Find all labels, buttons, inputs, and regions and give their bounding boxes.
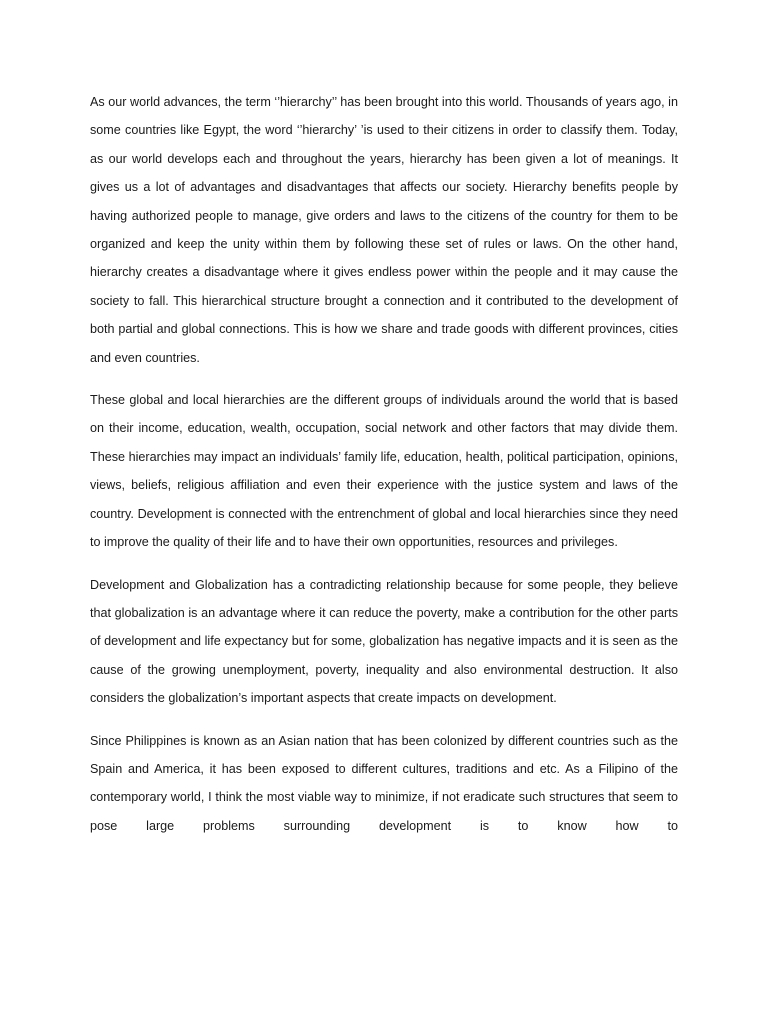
document-body — [90, 88, 678, 854]
paragraph-global-local-hierarchies: These global and local hierarchies are the different groups of individuals around the world that is based on their income, education, wealth, occupation, social network and other factors that may divide them. These hierarchies may impact an individuals’ family life, education, health, political participation, opinions, views, beliefs, religious affiliation and even their experience with the justice system and laws of the country. Development is connected with the entrenchment of global and local hierarchies since they need to improve the quality of their life and to have their own opportunities, resources and privileges. — [90, 393, 678, 550]
paragraph-development-globalization: Development and Globalization has a contradicting relationship because for some people, they believe that globalization is an advantage where it can reduce the poverty, make a contribution for the other parts of development and life expectancy but for some, globalization has negative impacts and it is seen as the cause of the growing unemployment, poverty, inequality and also environmental destruction. It also considers the globalization’s important aspects that create impacts on development. — [90, 577, 678, 706]
paragraph-hierarchy-intro: As our world advances, the term ‘’hierarchy’’ has been brought into this world. Thousands of years ago, in some countries like Egypt, the word ‘’hierarchy’ ’is used to their citizens in order to classify them. Today, as our world develops each and throughout the years, hierarchy has been given a lot of meanings. It gives us a lot of advantages and disadvantages that affects our society. Hierarchy benefits people by having authorized people to manage, give orders and laws to the citizens of the country for them to be organized and keep the unity within them by following these set of rules or laws. On the other hand, hierarchy creates a disadvantage where it gives endless power within the people and it may cause the society to fall. This hierarchical structure brought a connection and it contributed to the development of both partial and global connections. This is how we share and trade goods with different provinces, cities and even countries. — [90, 95, 678, 365]
paragraph-philippines: Since Philippines is known as an Asian nation that has been colonized by different countries such as the Spain and America, it has been exposed to different cultures, traditions and etc. As a Filipino of the contemporary world, I think the most viable way to minimize, if not eradicate such structures that seem to pose large problems surrounding development is to know how to — [90, 733, 678, 833]
